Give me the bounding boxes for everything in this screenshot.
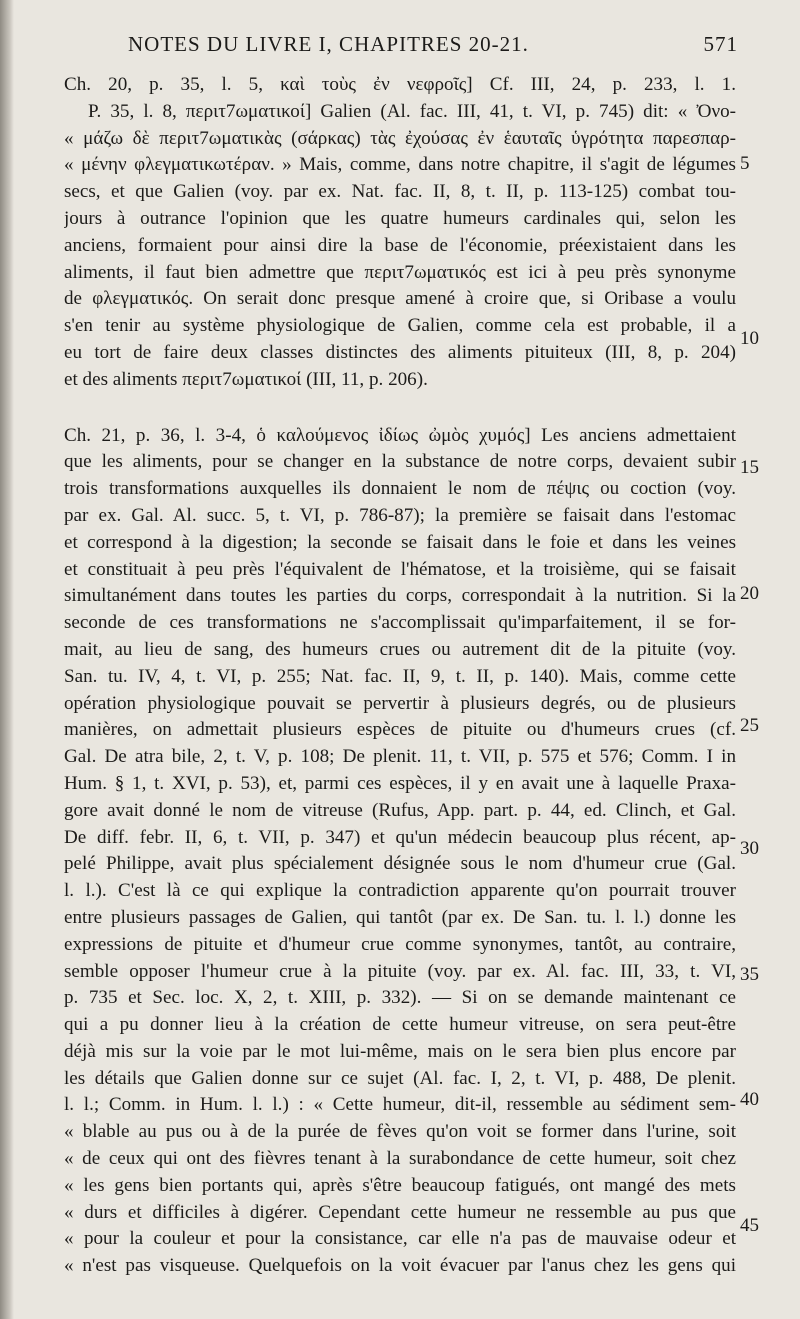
text-line: et constituait à peu près l'équivalent de l'hématose, et la troisième, qui se faisait xyxy=(64,558,736,580)
text-line: Gal. De atra bile, 2, t. V, p. 108; De plenit. 11, t. VII, p. 575 et 576; Comm. I in xyxy=(64,746,736,768)
text-line: simultanément dans toutes les parties du corps, correspondait à la nutrition. Si la xyxy=(64,585,736,607)
line-number: 20 xyxy=(740,583,759,604)
text-line: aliments, il faut bien admettre que περιτ7ωματικός est ici à peu près synonyme xyxy=(64,261,736,283)
text-line: seconde de ces transformations ne s'accomplissait qu'imparfaitement, il se for- xyxy=(64,612,736,634)
text-line: de φλεγματικός. On serait donc presque amené à croire que, si Oribase a voulu xyxy=(64,288,736,310)
text-line: l. l.). C'est là ce qui explique la contradiction apparente qu'on pourrait trouver xyxy=(64,880,736,902)
line-number: 40 xyxy=(740,1089,759,1110)
text-line: secs, et que Galien (voy. par ex. Nat. fac. II, 8, t. II, p. 113-125) combat tou- xyxy=(64,181,736,203)
line-number: 10 xyxy=(740,328,759,349)
text-line: eu tort de faire deux classes distinctes des aliments pituiteux (III, 8, p. 204) xyxy=(64,341,736,363)
running-title: NOTES DU LIVRE I, CHAPITRES 20-21. xyxy=(128,32,529,56)
text-line: expressions de pituite et d'humeur crue comme synonymes, tantôt, au contraire, xyxy=(64,933,736,955)
text-line: semble opposer l'humeur crue à la pituite (voy. par ex. Al. fac. III, 33, t. VI, xyxy=(64,960,736,982)
text-line: les détails que Galien donne sur ce sujet (Al. fac. I, 2, t. VI, p. 488, De plenit. xyxy=(64,1067,736,1089)
text-line: « μένην φλεγματικωτέραν. » Mais, comme, dans notre chapitre, il s'agit de légumes xyxy=(64,154,736,176)
text-line: jours à outrance l'opinion que les quatre humeurs cardinales qui, selon les xyxy=(64,207,736,229)
text-line: « n'est pas visqueuse. Quelquefois on la voit évacuer par l'anus chez les gens qui xyxy=(64,1255,736,1277)
text-line: Ch. 20, p. 35, l. 5, καὶ τοὺς ἐν νεφροῖς] Cf. III, 24, p. 233, l. 1. xyxy=(64,74,736,95)
text-line: De diff. febr. II, 6, t. VII, p. 347) et qu'un médecin beaucoup plus récent, ap- xyxy=(64,826,736,848)
text-line: Hum. § 1, t. XVI, p. 53), et, parmi ces espèces, il y en avait une à laquelle Praxa- xyxy=(64,772,736,794)
notes-body xyxy=(64,72,736,1280)
text-line: s'en tenir au système physiologique de Galien, comme cela est probable, il a xyxy=(64,315,736,337)
line-number: 25 xyxy=(740,715,759,736)
text-line: Ch. 21, p. 36, l. 3-4, ὁ καλούμενος ἰδίως ὠμὸς χυμός] Les anciens admettaient xyxy=(64,424,736,446)
line-number: 35 xyxy=(740,964,759,985)
text-line: P. 35, l. 8, περιτ7ωματικοί] Galien (Al. fac. III, 41, t. VI, p. 745) dit: « Ὀνο- xyxy=(88,100,736,122)
text-line: « μάζω δὲ περιτ7ωματικὰς (σάρκας) τὰς ἐχούσας ἐν ἑαυταῖς ὑγρότητα παρεσπαρ- xyxy=(64,127,736,149)
text-line: qui a pu donner lieu à la création de cette humeur vitreuse, on sera peut-être xyxy=(64,1014,736,1036)
line-number: 45 xyxy=(740,1215,759,1236)
text-line: que les aliments, pour se changer en la substance de notre corps, devaient subir xyxy=(64,451,736,473)
text-line: « blable au pus ou à de la purée de fèves qu'on voit se former dans l'urine, soit xyxy=(64,1121,736,1143)
line-number: 5 xyxy=(740,153,750,174)
line-number: 15 xyxy=(740,457,759,478)
text-line: et des aliments περιτ7ωματικοί (III, 11, p. 206). xyxy=(64,368,428,390)
page-gutter-shadow xyxy=(0,0,14,1319)
text-line: gore avait donné le nom de vitreuse (Rufus, App. part. p. 44, ed. Clinch, et Gal. xyxy=(64,799,736,821)
text-line: p. 735 et Sec. loc. X, 2, t. XIII, p. 332). — Si on se demande maintenant ce xyxy=(64,987,736,1009)
text-line: anciens, formaient pour ainsi dire la base de l'économie, préexistaient dans les xyxy=(64,234,736,256)
text-line: l. l.; Comm. in Hum. l. l.) : « Cette humeur, dit-il, ressemble au sédiment sem- xyxy=(64,1094,736,1116)
page-number: 571 xyxy=(703,32,738,56)
running-head xyxy=(128,32,738,62)
text-line: San. tu. IV, 4, t. VI, p. 255; Nat. fac. II, 9, t. II, p. 140). Mais, comme cette xyxy=(64,665,736,687)
line-number: 30 xyxy=(740,838,759,859)
text-line: et correspond à la digestion; la seconde se faisait dans le foie et dans les veines xyxy=(64,531,736,553)
text-line: « de ceux qui ont des fièvres tenant à la surabondance de cette humeur, soit chez xyxy=(64,1148,736,1170)
text-line: « les gens bien portants qui, après s'être beaucoup fatigués, ont mangé des mets xyxy=(64,1174,736,1196)
text-line: déjà mis sur la voie par le mot lui-même, mais on le sera bien plus encore par xyxy=(64,1040,736,1062)
text-line: pelé Philippe, avait plus spécialement désignée sous le nom d'humeur crue (Gal. xyxy=(64,853,736,875)
text-line: « pour la couleur et pour la consistance, car elle n'a pas de mauvaise odeur et xyxy=(64,1228,736,1250)
text-line: mait, au lieu de sang, des humeurs crues ou autrement dit de la pituite (voy. xyxy=(64,638,736,660)
text-line: manières, on admettait plusieurs espèces de pituite ou d'humeurs crues (cf. xyxy=(64,719,736,741)
text-line: « durs et difficiles à digérer. Cependant cette humeur ne ressemble au pus que xyxy=(64,1201,736,1223)
paragraph-gap xyxy=(64,394,736,423)
text-line: opération physiologique pouvait se pervertir à plusieurs degrés, ou de plusieurs xyxy=(64,692,736,714)
text-line: entre plusieurs passages de Galien, qui tantôt (par ex. De San. tu. l. l.) donne les xyxy=(64,906,736,928)
text-line: trois transformations auxquelles ils donnaient le nom de πέψις ou coction (voy. xyxy=(64,478,736,500)
text-line: par ex. Gal. Al. succ. 5, t. VI, p. 786-87); la première se faisait dans l'estomac xyxy=(64,504,736,526)
